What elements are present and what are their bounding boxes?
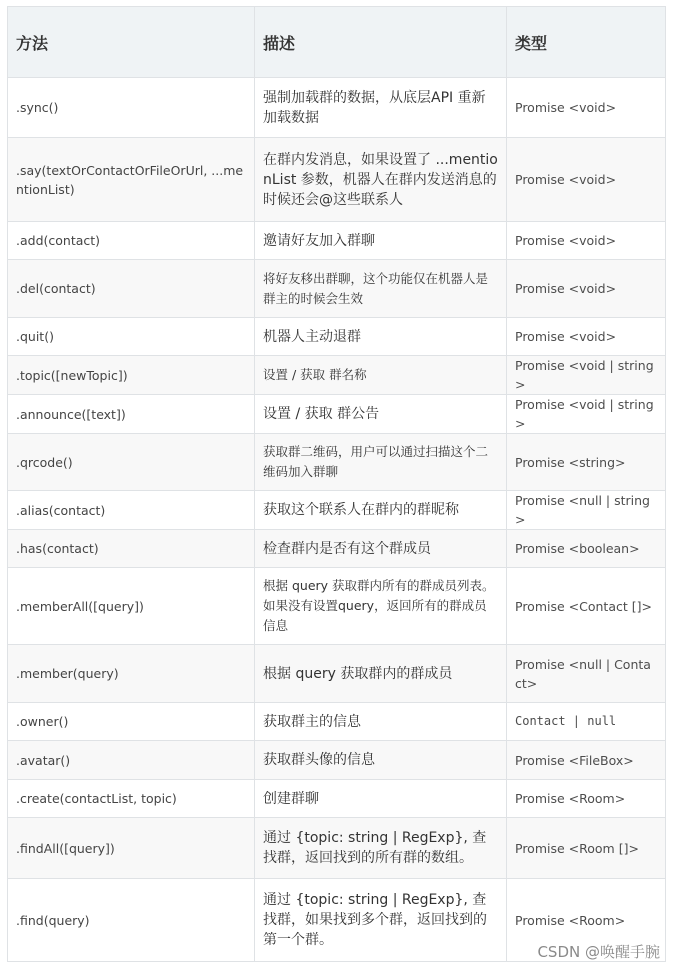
cell-description: 通过 {topic: string | RegExp}, 查找群，返回找到的所有群的数组。 (255, 818, 507, 879)
cell-description: 检查群内是否有这个群成员 (255, 530, 507, 568)
cell-type: Promise <void> (507, 260, 666, 318)
csdn-watermark: CSDN @唤醒手腕 (537, 943, 660, 961)
cell-description: 将好友移出群聊，这个功能仅在机器人是群主的时候会生效 (255, 260, 507, 318)
table-row (8, 395, 666, 434)
cell-type: Promise <Room> (507, 780, 666, 818)
cell-type: Promise <void> (507, 318, 666, 356)
cell-type: Promise <null | Contact> (507, 645, 666, 703)
cell-description: 邀请好友加入群聊 (255, 222, 507, 260)
table-row (8, 78, 666, 138)
cell-description: 强制加载群的数据，从底层API 重新加载数据 (255, 78, 507, 138)
cell-method: .quit() (8, 318, 255, 356)
cell-method: .del(contact) (8, 260, 255, 318)
cell-method: .owner() (8, 703, 255, 741)
cell-type: Promise <Room> (507, 879, 666, 962)
cell-method: .add(contact) (8, 222, 255, 260)
cell-method: .topic([newTopic]) (8, 356, 255, 395)
cell-method: .avatar() (8, 741, 255, 780)
cell-description: 获取群主的信息 (255, 703, 507, 741)
cell-description: 在群内发消息，如果设置了 ...mentionList 参数，机器人在群内发送消息的时候还会@这些联系人 (255, 138, 507, 222)
cell-method: .sync() (8, 78, 255, 138)
cell-description: 创建群聊 (255, 780, 507, 818)
cell-method: .create(contactList, topic) (8, 780, 255, 818)
cell-type: Promise <null | string> (507, 491, 666, 530)
table-row (8, 260, 666, 318)
table-row (8, 318, 666, 356)
cell-description: 获取群头像的信息 (255, 741, 507, 780)
table-header-row (8, 7, 666, 78)
cell-method: .has(contact) (8, 530, 255, 568)
cell-type: Promise <void | string> (507, 356, 666, 395)
cell-type: Promise <boolean> (507, 530, 666, 568)
cell-description: 获取群二维码，用户可以通过扫描这个二维码加入群聊 (255, 434, 507, 491)
cell-type: Promise <Contact []> (507, 568, 666, 645)
cell-method: .say(textOrContactOrFileOrUrl, ...mentionList) (8, 138, 255, 222)
header-description: 描述 (255, 7, 507, 78)
cell-description: 根据 query 获取群内所有的群成员列表。如果没有设置query，返回所有的群成员信息 (255, 568, 507, 645)
cell-method: .announce([text]) (8, 395, 255, 434)
cell-method: .alias(contact) (8, 491, 255, 530)
cell-method: .qrcode() (8, 434, 255, 491)
table-row (8, 780, 666, 818)
table-row (8, 138, 666, 222)
cell-type: Contact | null (507, 703, 666, 741)
cell-type: Promise <void> (507, 78, 666, 138)
table-row (8, 645, 666, 703)
cell-description: 获取这个联系人在群内的群昵称 (255, 491, 507, 530)
table-row (8, 530, 666, 568)
cell-type: Promise <void> (507, 222, 666, 260)
cell-description: 设置 / 获取 群公告 (255, 395, 507, 434)
cell-method: .find(query) (8, 879, 255, 962)
cell-method: .member(query) (8, 645, 255, 703)
table-row (8, 356, 666, 395)
table-row (8, 703, 666, 741)
table-row (8, 222, 666, 260)
cell-type: Promise <string> (507, 434, 666, 491)
cell-type: Promise <FileBox> (507, 741, 666, 780)
cell-method: .findAll([query]) (8, 818, 255, 879)
cell-description: 设置 / 获取 群名称 (255, 356, 507, 395)
cell-description: 根据 query 获取群内的群成员 (255, 645, 507, 703)
table-row (8, 818, 666, 879)
table-row (8, 434, 666, 491)
cell-type: Promise <void | string> (507, 395, 666, 434)
cell-type: Promise <void> (507, 138, 666, 222)
header-method: 方法 (8, 7, 255, 78)
cell-method: .memberAll([query]) (8, 568, 255, 645)
cell-description: 通过 {topic: string | RegExp}, 查找群，如果找到多个群，返回找到的第一个群。 (255, 879, 507, 962)
api-methods-table-container (7, 6, 665, 962)
header-type: 类型 (507, 7, 666, 78)
table-row (8, 491, 666, 530)
table-row (8, 741, 666, 780)
cell-description: 机器人主动退群 (255, 318, 507, 356)
table-row (8, 568, 666, 645)
cell-type: Promise <Room []> (507, 818, 666, 879)
api-methods-table (7, 6, 666, 962)
